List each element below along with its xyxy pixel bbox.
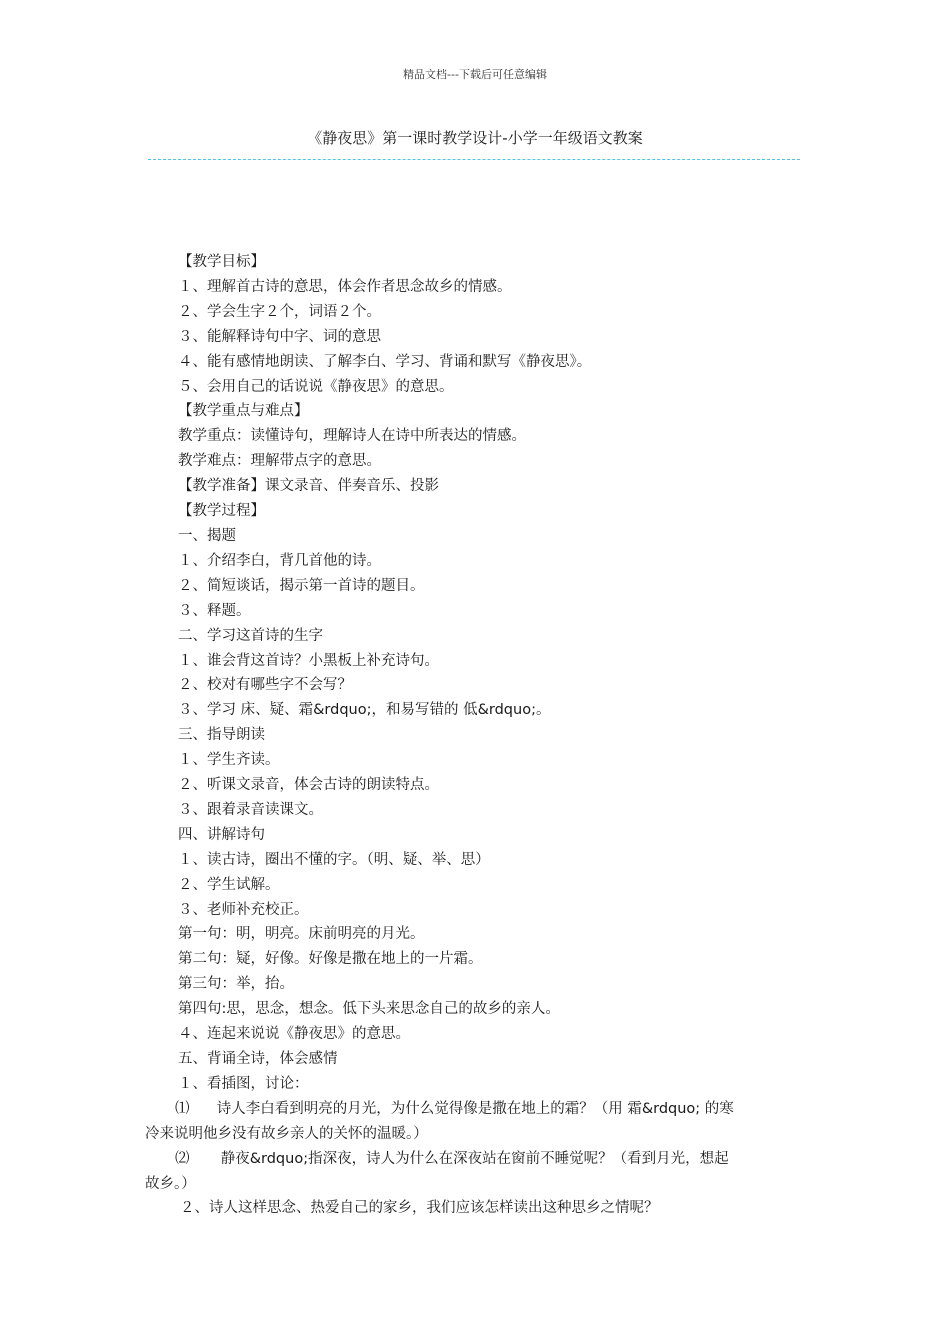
body-line: ２、诗人这样思念、热爱自己的家乡，我们应该怎样读出这种思乡之情呢？ bbox=[180, 1200, 659, 1217]
header-note: 精品文档---下载后可任意编辑 bbox=[403, 68, 547, 81]
body-line: １、读古诗，圈出不懂的字。（明、疑、举、思） bbox=[178, 851, 490, 868]
dashed-divider bbox=[148, 159, 800, 160]
list-marker: ⑵ bbox=[175, 1150, 190, 1167]
body-line: ３、释题。 bbox=[178, 602, 251, 619]
body-line: １、看插图，讨论： bbox=[178, 1075, 309, 1092]
body-line: ３、学习 床、疑、霜&rdquo;，和易写错的 低&rdquo;。 bbox=[178, 702, 551, 719]
section-heading: 【教学目标】 bbox=[178, 254, 265, 270]
body-line: ３、老师补充校正。 bbox=[178, 901, 309, 918]
subsection-heading: 二、学习这首诗的生字 bbox=[178, 627, 323, 644]
body-line: ３、跟着录音读课文。 bbox=[178, 801, 323, 818]
body-line: 教学难点：理解带点字的意思。 bbox=[178, 453, 381, 470]
body-line: ４、能有感情地朗读、了解李白、学习、背诵和默写《静夜思》。 bbox=[178, 353, 592, 370]
body-line: ４、连起来说说《静夜思》的意思。 bbox=[178, 1026, 410, 1043]
body-line: ２、校对有哪些字不会写？ bbox=[178, 677, 352, 694]
body-line: ２、学会生字２个，词语２个。 bbox=[178, 303, 381, 320]
body-line: ２、简短谈话，揭示第一首诗的题目。 bbox=[178, 577, 425, 594]
subsection-heading: 四、讲解诗句 bbox=[178, 826, 265, 843]
paragraph-continuation: 故乡。） bbox=[145, 1175, 196, 1192]
section-heading: 【教学过程】 bbox=[178, 503, 265, 520]
body-line: 第四句:思，思念，想念。低下头来思念自己的故乡的亲人。 bbox=[178, 1001, 560, 1018]
subsection-heading: 一、揭题 bbox=[178, 527, 236, 544]
list-marker: ⑴ bbox=[175, 1100, 190, 1117]
body-line: ５、会用自己的话说说《静夜思》的意思。 bbox=[178, 378, 454, 395]
body-line: ２、学生试解。 bbox=[178, 876, 280, 893]
body-line: １、学生齐读。 bbox=[178, 752, 280, 769]
section-heading: 【教学重点与难点】 bbox=[178, 403, 309, 420]
body-line: ２、听课文录音，体会古诗的朗读特点。 bbox=[178, 777, 439, 794]
discussion-paragraph bbox=[0, 1147, 950, 1197]
document-body bbox=[0, 250, 950, 1221]
body-line: 第一句：明，明亮。床前明亮的月光。 bbox=[178, 926, 425, 943]
body-line: ３、能解释诗句中字、词的意思 bbox=[178, 328, 381, 345]
paragraph-text: 静夜&rdquo;指深夜，诗人为什么在深夜站在窗前不睡觉呢？（看到月光，想起 bbox=[220, 1150, 729, 1167]
paragraph-continuation: 冷来说明他乡没有故乡亲人的关怀的温暖。） bbox=[145, 1125, 428, 1142]
discussion-paragraph bbox=[0, 1097, 950, 1147]
body-line: １、理解首古诗的意思，体会作者思念故乡的情感。 bbox=[178, 278, 512, 295]
subsection-heading: 三、指导朗读 bbox=[178, 727, 265, 744]
paragraph-text: 诗人李白看到明亮的月光，为什么觉得像是撒在地上的霜？（用 霜&rdquo; 的寒 bbox=[216, 1100, 734, 1117]
body-line: １、介绍李白，背几首他的诗。 bbox=[178, 552, 381, 569]
body-line: 教学重点：读懂诗句，理解诗人在诗中所表达的情感。 bbox=[178, 428, 526, 445]
document-title: 《静夜思》第一课时教学设计-小学一年级语文教案 bbox=[307, 129, 643, 147]
section-heading: 【教学准备】课文录音、伴奏音乐、投影 bbox=[178, 478, 439, 495]
subsection-heading: 五、背诵全诗，体会感情 bbox=[178, 1051, 338, 1067]
body-line: 第二句：疑，好像。好像是撒在地上的一片霜。 bbox=[178, 951, 483, 968]
body-line: 第三句：举，抬。 bbox=[178, 976, 294, 993]
body-line: １、谁会背这首诗？小黑板上补充诗句。 bbox=[178, 652, 439, 669]
